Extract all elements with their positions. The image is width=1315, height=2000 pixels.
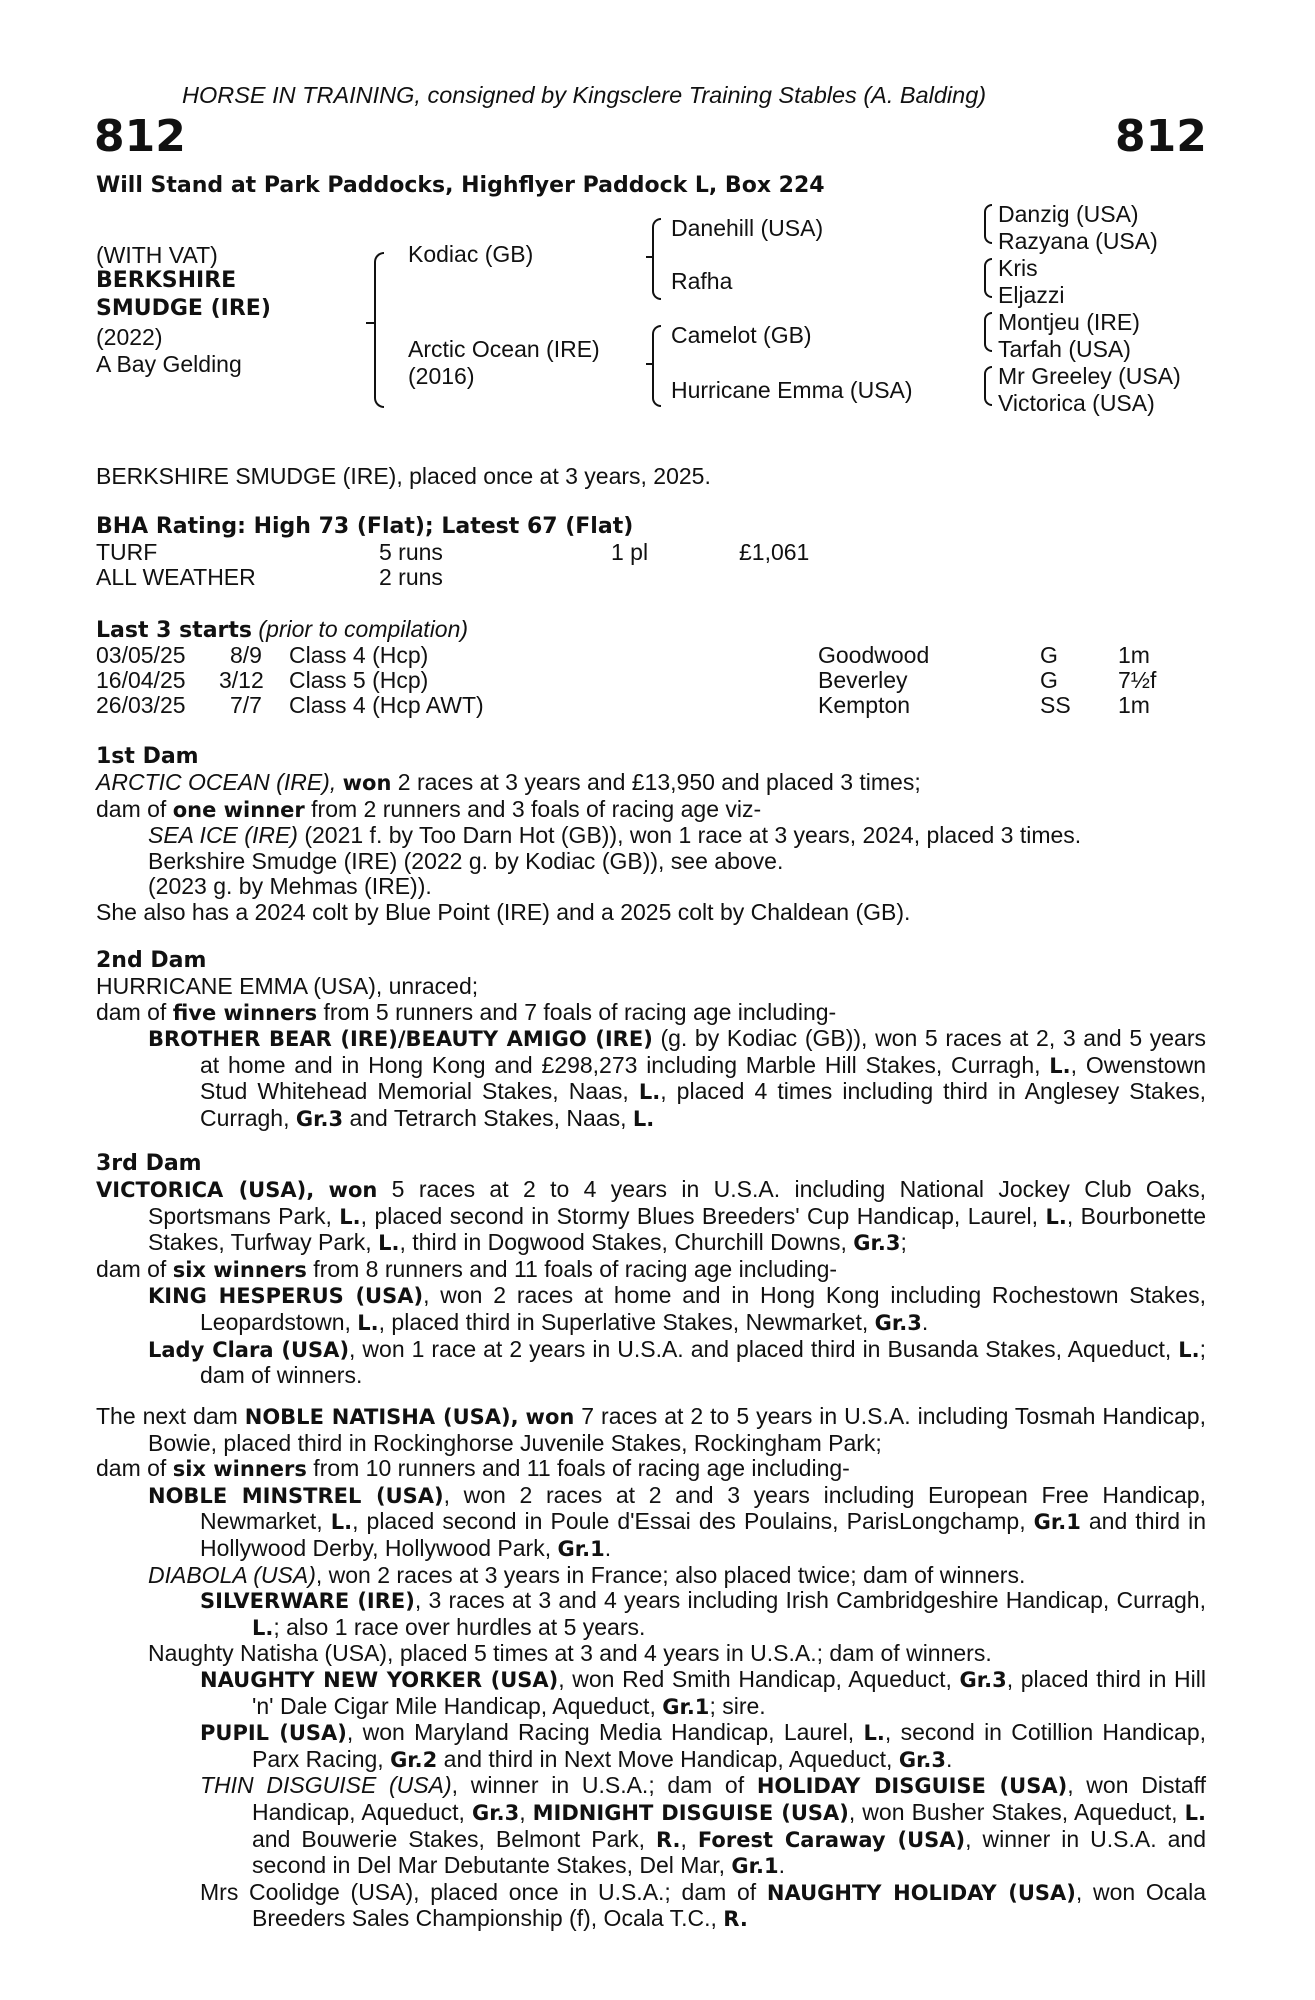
pedigree-brace-sire-point [646,256,652,258]
winners-count: six winners [172,1457,307,1482]
start-position: 7/7 [230,692,262,718]
second-dam-section [96,947,1206,1133]
listed-badge: L. [638,1080,661,1105]
listed-badge: L. [339,1204,361,1229]
dam-name: HURRICANE EMMA (USA), unraced; [96,973,479,999]
dam-record: , placed second in Stormy Blues Breeders' Cup Handicap, Laurel, [360,1202,1046,1229]
winners-count: one winner [172,797,305,822]
dam-name: NOBLE NATISHA (USA), [244,1405,519,1429]
dam-of-text: dam of [96,1255,173,1282]
pedigree-gg-5: Montjeu (IRE) [998,309,1140,335]
start-distance: 1m [1118,692,1150,718]
start-date: 03/05/25 [96,642,186,668]
pedigree-dam-year: (2016) [408,363,475,389]
restricted-badge: R. [655,1827,681,1852]
dam-record: 2 races at 3 years and £13,950 and placed 3 times; [391,769,921,795]
bha-rating-heading: BHA Rating: High 73 (Flat); Latest 67 (Flat) [96,514,634,539]
grand-progeny-entry [96,1667,1206,1720]
progeny-record: , won Red Smith Handicap, Aqueduct, [558,1665,960,1692]
progeny-name: Lady Clara (USA) [148,1337,350,1362]
pedigree-gg-6: Tarfah (USA) [998,336,1131,362]
turf-label: TURF [96,539,158,565]
pedigree-brace-main-point [366,322,374,324]
progeny-record: , won Ocala Breeders Sales Championship (f), Ocala T.C., [252,1878,1206,1932]
listed-badge: L. [1178,1337,1200,1362]
progeny-name: DIABOLA (USA) [148,1561,316,1588]
group-badge: Gr.3 [874,1310,922,1335]
dam-name: ARCTIC OCEAN (IRE), [96,769,337,795]
progeny-name: SEA ICE (IRE) [148,822,298,849]
won-label: won [328,1178,378,1202]
won-label: won [525,1405,575,1429]
progeny-record: and third in Hollywood Derby, Hollywood Park, [200,1508,1206,1561]
start-race: Class 4 (Hcp AWT) [289,692,484,718]
progeny-record: ; dam of winners. [200,1335,1207,1389]
dam-name: VICTORICA (USA), [96,1178,315,1202]
progeny-entry [96,1283,1206,1336]
start-course: Kempton [818,692,911,718]
progeny-record: , won Maryland Racing Media Handicap, Laurel, [346,1719,864,1746]
progeny-name: NOBLE MINSTREL (USA) [148,1483,444,1508]
listed-badge: L. [1045,1204,1067,1229]
progeny-record: and Tetrarch Stakes, Naas, [343,1104,633,1131]
progeny-record: , placed third in Superlative Stakes, Newmarket, [378,1308,875,1335]
pedigree-gg-1: Danzig (USA) [998,201,1139,227]
group-badge: Gr.3 [853,1231,901,1256]
progeny-record: , won Distaff Handicap, Aqueduct, [252,1772,1206,1825]
dam-intro: The next dam [96,1403,245,1429]
start-course: Beverley [818,667,908,693]
winners-count: five winners [172,1000,318,1025]
listed-badge: L. [632,1106,655,1131]
foals-summary: from 8 runners and 11 foals of racing age including- [306,1255,838,1282]
restricted-badge: R. [723,1907,748,1932]
first-dam-section [96,743,1206,926]
pedigree-gg-7: Mr Greeley (USA) [998,363,1181,389]
pedigree-dam: Arctic Ocean (IRE) [408,336,600,362]
progeny-name: PUPIL (USA) [200,1721,347,1746]
horse-year: (2022) [96,324,163,350]
next-dam-section [96,1404,1206,1933]
progeny-entry: Berkshire Smudge (IRE) (2022 g. by Kodiac (GB)), see above. [148,847,784,874]
group-badge: Gr.2 [390,1747,438,1772]
turf-runs: 5 runs [379,539,443,565]
progeny-name: NAUGHTY NEW YORKER (USA) [200,1667,559,1692]
progeny-record: and Bouwerie Stakes, Belmont Park, [252,1825,656,1852]
progeny-record: , Owenstown Stud Whitehead Memorial Stakes, Naas, [200,1051,1206,1105]
pedigree-sire: Kodiac (GB) [408,241,534,267]
second-dam-heading: 2nd Dam [96,948,207,973]
group-badge: Gr.3 [898,1747,947,1772]
progeny-entry: (2023 g. by Mehmas (IRE)). [148,873,432,900]
foals-summary: from 10 runners and 11 foals of racing age including- [306,1455,850,1482]
turf-placed: 1 pl [611,539,649,565]
progeny-entry [96,1026,1206,1132]
progeny-name: Forest Caraway (USA) [697,1827,966,1852]
dam-record: , third in Dogwood Stakes, Churchill Downs, [399,1229,854,1256]
start-going: G [1040,667,1058,693]
progeny-record: , winner in U.S.A.; dam of [451,1772,757,1799]
progeny-name: HOLIDAY DISGUISE (USA) [756,1774,1068,1799]
start-going: G [1040,642,1058,668]
start-distance: 1m [1118,642,1150,668]
listed-badge: L. [357,1310,379,1335]
start-race: Class 5 (Hcp) [289,667,429,693]
start-position: 3/12 [219,667,264,693]
progeny-record: , won 2 races at home and in Hong Kong including Rochestown Stakes, Leopardstown, [200,1282,1206,1335]
listed-badge: L. [330,1510,353,1535]
progeny-record: (2021 f. by Too Darn Hot (GB)), won 1 race at 3 years, 2024, placed 3 times. [297,822,1082,849]
group-badge: Gr.1 [731,1854,779,1879]
pedigree-dam-dam: Hurricane Emma (USA) [671,377,913,403]
start-course: Goodwood [818,642,930,668]
pedigree-brace-main [374,252,384,408]
progeny-record: , placed 4 times including third in Anglesey Stakes, Curragh, [200,1078,1206,1131]
dam-of-text: dam of [96,998,173,1025]
racing-summary: BERKSHIRE SMUDGE (IRE), placed once at 3 years, 2025. [96,463,711,489]
progeny-record: , 3 races at 3 and 4 years including Irish Cambridgeshire Handicap, Curragh, [414,1587,1206,1614]
page-header-title: HORSE IN TRAINING, consigned by Kingsclere Training Stables (A. Balding) [182,82,987,108]
progeny-record: . [778,1852,785,1879]
progeny-record: ; sire. [709,1692,766,1719]
group-badge: Gr.3 [472,1800,520,1825]
dam-of-text: dam of [96,1455,173,1482]
progeny-record: Mrs Coolidge (USA), placed once in U.S.A.; dam of [200,1878,767,1905]
stand-location: Will Stand at Park Paddocks, Highflyer Paddock L, Box 224 [96,173,825,198]
group-badge: Gr.1 [1033,1510,1081,1535]
pedigree-sire-sire: Danehill (USA) [671,215,824,241]
listed-badge: L. [378,1231,400,1256]
won-label: won [342,771,392,795]
vat-note: (WITH VAT) [96,242,218,268]
start-race: Class 4 (Hcp) [289,642,429,668]
dam-record: ; [900,1229,907,1256]
group-badge: Gr.1 [662,1694,710,1719]
progeny-entry [96,1337,1206,1389]
progeny-record: , won Busher Stakes, Aqueduct, [848,1798,1185,1825]
pedigree-brace-gg4 [984,366,992,406]
pedigree-brace-gg3 [984,312,992,352]
winners-count: six winners [172,1257,307,1282]
all-weather-label: ALL WEATHER [96,564,256,590]
last-starts-note: (prior to compilation) [258,616,469,642]
pedigree-brace-sire [652,218,661,300]
dam-of-text: dam of [96,795,173,822]
grand-progeny-entry [96,1880,1206,1933]
pedigree-gg-4: Eljazzi [998,282,1065,308]
last-starts-heading [96,616,468,644]
grand-progeny-entry [96,1720,1206,1773]
listed-badge: L. [1184,1800,1206,1825]
pedigree-gg-2: Razyana (USA) [998,228,1158,254]
listed-badge: L. [252,1615,274,1640]
turf-earnings: £1,061 [739,539,810,565]
grand-progeny-entry [96,1773,1206,1879]
dam-entry [96,1177,1206,1257]
pedigree-gg-8: Victorica (USA) [998,390,1155,416]
progeny-record: and third in Next Move Handicap, Aqueduct, [437,1745,899,1772]
progeny-record: , second in Cotillion Handicap, Parx Racing, [252,1719,1206,1772]
group-badge: Gr.1 [557,1536,605,1561]
progeny-record: , [680,1825,698,1852]
progeny-name: KING HESPERUS (USA) [148,1284,424,1309]
progeny-name: SILVERWARE (IRE) [200,1589,415,1614]
listed-badge: L. [1049,1053,1071,1078]
progeny-record: . [921,1308,929,1335]
third-dam-section [96,1150,1206,1389]
pedigree-gg-3: Kris [998,255,1038,281]
progeny-record: . [604,1534,612,1561]
progeny-entry [96,1483,1206,1563]
start-date: 26/03/25 [96,692,186,718]
listed-badge: L. [863,1721,885,1746]
third-dam-heading: 3rd Dam [96,1151,202,1176]
progeny-name: THIN DISGUISE (USA) [200,1772,452,1799]
horse-name-line2: SMUDGE (IRE) [96,296,271,321]
pedigree-brace-dam-point [646,363,652,365]
foals-summary: from 5 runners and 7 foals of racing age including- [317,998,837,1025]
progeny-name: MIDNIGHT DISGUISE (USA) [532,1800,849,1825]
pedigree-dam-sire: Camelot (GB) [671,322,812,348]
progeny-record: , placed third in Hill 'n' Dale Cigar Mile Handicap, Aqueduct, [252,1665,1206,1719]
group-badge: Gr.3 [295,1106,344,1131]
all-weather-runs: 2 runs [379,564,443,590]
first-dam-heading: 1st Dam [96,744,199,769]
dam-record: 7 races at 2 to 5 years in U.S.A. including Tosmah Handicap, Bowie, placed third in Rockinghorse Juvenile Stakes, Rockingham Park; [148,1403,1206,1456]
foals-summary: from 2 runners and 3 foals of racing age viz- [304,795,762,822]
dam-entry [96,1404,1206,1456]
progeny-record: , [519,1798,533,1825]
progeny-record: , won 2 races at 3 years in France; also placed twice; dam of winners. [315,1561,1026,1588]
horse-description: A Bay Gelding [96,351,242,377]
start-date: 16/04/25 [96,667,186,693]
progeny-entry [96,1563,1206,1589]
progeny-record: . [946,1745,953,1772]
start-position: 8/9 [230,642,262,668]
dam-record: 5 races at 2 to 4 years in U.S.A. including National Jockey Club Oaks, Sportsmans Park, [148,1176,1206,1229]
pedigree-sire-dam: Rafha [671,268,733,294]
progeny-record: , placed second in Poule d'Essai des Poulains, ParisLongchamp, [352,1508,1034,1535]
dam-produce-note: She also has a 2024 colt by Blue Point (IRE) and a 2025 colt by Chaldean (GB). [96,898,911,925]
pedigree-brace-gg1 [984,204,992,244]
group-badge: Gr.3 [959,1667,1007,1692]
dam-record: , Bourbonette Stakes, Turfway Park, [148,1202,1206,1256]
progeny-record: ; also 1 race over hurdles at 5 years. [273,1613,646,1640]
pedigree-brace-gg2 [984,258,992,298]
start-distance: 7½f [1118,667,1157,693]
horse-name-line1: BERKSHIRE [96,268,237,293]
pedigree-brace-dam [652,325,661,407]
progeny-record: , won 2 races at 2 and 3 years including European Free Handicap, Newmarket, [200,1481,1206,1535]
progeny-record: (g. by Kodiac (GB)), won 5 races at 2, 3 and 5 years at home and in Hong Kong and £298,273 including Marble Hill Stakes, Curragh, [200,1025,1207,1078]
lot-number-left: 812 [94,111,186,162]
last-starts-title: Last 3 starts [96,618,253,643]
lot-number-right: 812 [1115,111,1207,162]
progeny-entry: Naughty Natisha (USA), placed 5 times at 3 and 4 years in U.S.A.; dam of winners. [148,1640,992,1667]
progeny-record: , winner in U.S.A. and second in Del Mar Debutante Stakes, Del Mar, [252,1825,1206,1879]
start-going: SS [1040,692,1071,718]
progeny-record: , won 1 race at 2 years in U.S.A. and placed third in Busanda Stakes, Aqueduct, [349,1335,1179,1362]
grand-progeny-entry [96,1588,1206,1641]
progeny-name: BROTHER BEAR (IRE)/BEAUTY AMIGO (IRE) [148,1027,653,1052]
progeny-name: NAUGHTY HOLIDAY (USA) [766,1880,1076,1905]
